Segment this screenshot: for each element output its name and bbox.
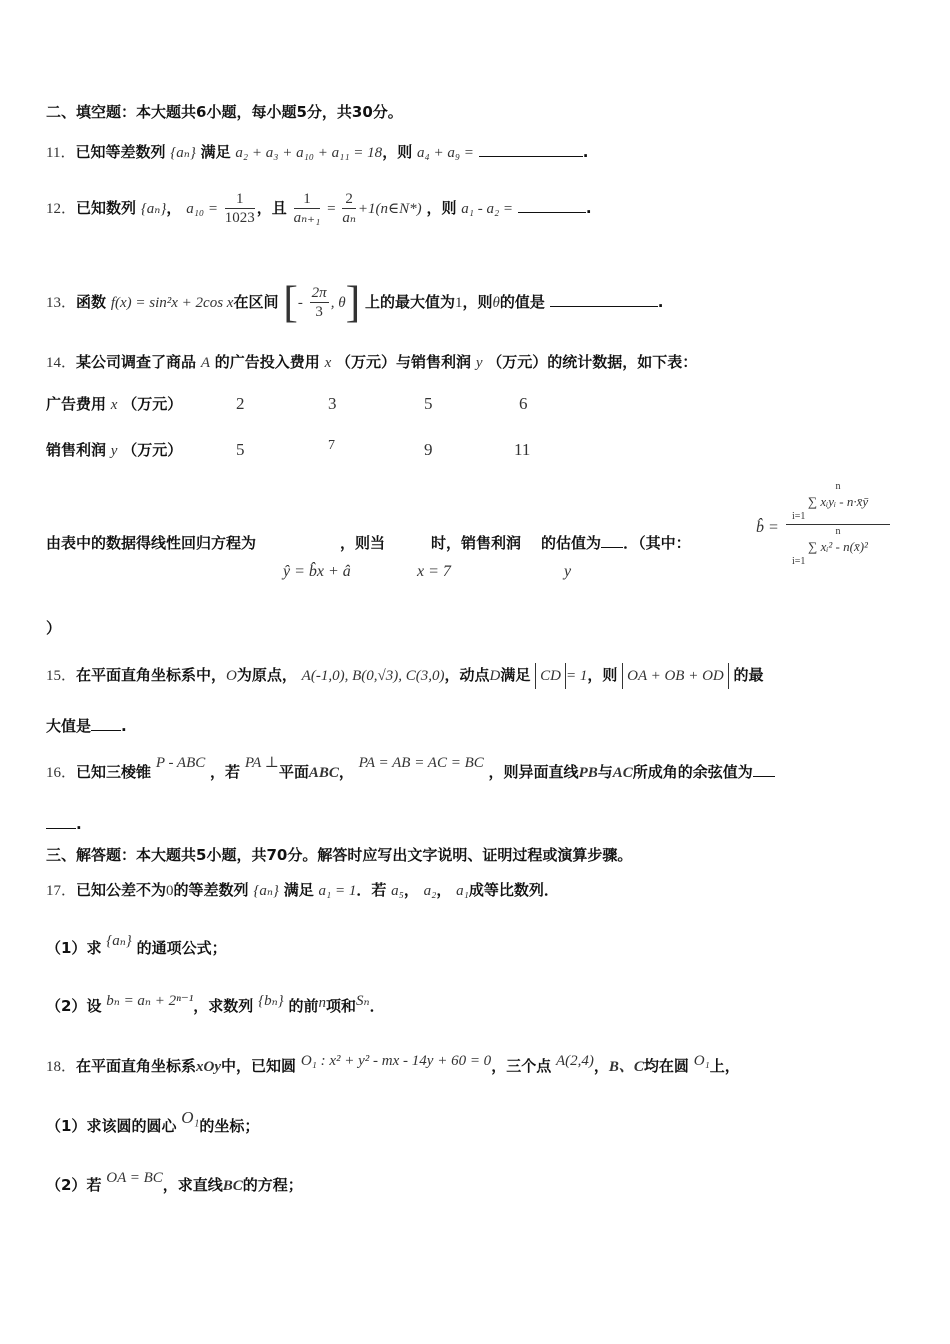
bhat-numerator: ∑ xᵢyᵢ - n·x̄ȳ [807,494,869,509]
q12-a10-denominator: 1023 [224,210,255,226]
question-18-part-1 [46,1108,260,1136]
q17-c2: ， [436,881,452,899]
q14-s3: 时，销售利润 [431,534,522,552]
q14-regression-equation: ŷ = b̂x + â [283,563,351,580]
q12-text-2: ，且 [256,199,287,217]
q16-end: . [76,815,82,833]
table-cell: 6 [519,394,528,413]
q17-text-2: 的等差数列 [173,881,249,899]
q12-rec-tail: +1(n∈N*) [357,201,422,217]
q14-y-var: y [564,563,572,580]
q15-sum-abs: OA + OB + OD [622,663,729,689]
q18-p1-O1: O₁ [181,1108,200,1127]
q16-answer-blank-a [753,760,775,777]
q16-pyramid: P - ABC [155,755,206,771]
q15-text-7: 大值是 [46,717,92,735]
q16-sep: ， [338,763,354,781]
q18-p2-eq: OA = BC [106,1170,163,1186]
row1-unit: （万元） [122,395,183,413]
q16-abc: ABC [308,765,339,781]
q14-s5: ．（其中： [623,534,691,552]
q17-p2-bn: bₙ = aₙ + 2ⁿ⁻¹ [106,993,194,1009]
q14-text-1: 某公司调查了商品 [76,353,197,371]
q12-text-1: 已知数列 [76,199,137,217]
q14-bhat-fraction [786,482,890,567]
q11-condition: a₂ + a₃ + a₁₀ + a₁₁ = 18 [235,145,383,161]
q14-y: y [475,355,483,371]
q17-p1-text-2: 的通项公式； [136,939,227,957]
q13-text-5: 的值是 [499,293,545,311]
q11-text-2: 满足 [200,143,231,161]
q18-text-4: ， [593,1057,609,1075]
q12-sep: ， [166,199,182,217]
q14-number: 14． [46,355,77,371]
q17-a1: a₁ = 1 [318,883,357,899]
q17-a5: a₅ [391,883,404,899]
question-15-cont [46,714,127,736]
q15-text-3: ，动点 [444,666,490,684]
q16-answer-blank-b [46,812,76,829]
q12-ask: a₁ - a₂ = [461,201,514,217]
q17-p1-label: （1） [46,939,87,957]
question-16-cont [46,812,82,834]
q17-text-1: 已知公差不为 [76,881,167,899]
q16-text-4: ，则异面直线 [488,763,579,781]
q13-interval-minus: - [297,295,303,311]
q15-answer-blank [91,714,121,731]
q13-function: f(x) = sin²x + 2cos x [110,295,234,311]
row2-unit: （万元） [122,441,183,459]
sum-top-n: n [835,481,841,492]
q18-p2-bc: BC [222,1178,243,1194]
question-17 [46,880,559,901]
q14-bhat: b̂ = [756,519,779,536]
q12-sequence: {aₙ} [140,201,167,217]
q14-x-value: x = 7 [417,563,451,580]
q11-ask: a₄ + a₉ = [416,145,474,161]
q17-p2-text-3: 的前 [288,997,319,1015]
q17-p2-text-4: 项和 [325,997,356,1015]
q14-close-paren: ） [46,619,62,637]
q17-p2-n: n [318,995,326,1011]
q17-p2-sequence: {bₙ} [258,993,284,1009]
q18-p1-label: （1） [46,1117,87,1135]
q15-text-5: ，则 [587,666,618,684]
q11-text-1: 已知等差数列 [75,143,166,161]
q12-number: 12． [46,201,77,217]
q12-recurrence-rhs [342,190,356,227]
question-11 [46,140,588,163]
q17-text-4: ．若 [356,881,387,899]
q12-recurrence-lhs [294,190,321,227]
q15-text-4: 满足 [500,666,531,684]
q14-s2: ，则当 [340,534,386,552]
q17-p2-label: （2） [46,997,87,1015]
q13-text-1: 函数 [76,293,107,311]
q13-interval-fraction [310,284,329,321]
q17-c1: ， [403,881,419,899]
question-13 [46,272,663,333]
q14-text-3: （万元）与销售利润 [336,353,472,371]
q14-text-4: （万元）的统计数据，如下表： [487,353,698,371]
table-cell: 2 [236,394,245,413]
q18-p2-text-1: 若 [86,1176,102,1194]
q13-text-4: ，则 [462,293,493,311]
q12-rec2-numerator: 2 [342,190,356,209]
q12-end: . [585,199,592,217]
q18-p1-text-2: 的坐标； [199,1117,260,1135]
q12-rec-numerator: 1 [294,190,321,209]
bhat-denominator: ∑ xᵢ² - n(x̄)² [808,539,868,554]
table-cell: 7 [328,438,335,453]
q17-sequence: {aₙ} [253,883,279,899]
q13-interval-numerator: 2π [311,285,327,301]
q14-s4: 的估值为 [541,534,602,552]
table-cell: 9 [424,440,433,459]
q14-sentence [46,531,691,553]
q16-yu: 与 [597,763,613,781]
q18-text-3: ，三个点 [491,1057,552,1075]
q11-sequence: {aₙ} [170,145,196,161]
q17-a1b: a₁ [456,883,469,899]
q15-D: D [489,668,501,684]
q11-answer-blank [479,140,583,157]
q12-answer-blank [518,196,586,213]
question-18 [46,1053,740,1077]
row1-label: 广告费用 [46,395,107,413]
q13-answer-blank [550,290,658,307]
q13-text-2: 在区间 [233,293,279,311]
q18-text-5: 均在圆 [643,1057,689,1075]
question-17-part-1 [46,933,227,959]
q18-p1-text-1: 求该圆的圆心 [86,1117,177,1135]
row1-var: x [110,397,118,413]
q16-pb: PB [578,765,598,781]
q17-text-5: 成等比数列． [468,881,559,899]
question-16 [46,755,775,783]
q18-p2-label: （2） [46,1176,87,1194]
table-cell: 5 [424,394,433,413]
q17-p2-text-1: 设 [86,997,102,1015]
question-12 [46,188,592,229]
q17-p1-sequence: {aₙ} [106,933,132,949]
q17-p2-S: Sₙ [355,993,370,1009]
q15-points: A(-1,0), B(0,√3), C(3,0) [301,668,445,684]
q17-zero: 0 [166,883,174,899]
q15-number: 15． [46,668,77,684]
q18-text-1: 在平面直角坐标系 [76,1057,197,1075]
q13-text-3: 上的最大值为 [365,293,456,311]
q12-rec-denominator: aₙ₊₁ [293,210,321,226]
q18-circle-equation: O₁ : x² + y² - mx - 14y + 60 = 0 [300,1053,492,1069]
q15-cd-eq: = 1 [565,668,588,684]
question-17-part-2 [46,993,385,1017]
q12-rec2-denominator: aₙ [342,210,356,226]
q15-text-6: 的最 [733,666,764,684]
q11-number: 11． [46,145,76,161]
q15-end: . [121,717,127,735]
q12-a10-fraction [225,190,255,227]
section-2-heading: 二、填空题：本大题共6小题，每小题5分，共30分。 [46,103,403,121]
q18-O1: O₁ [693,1053,710,1069]
q16-text-2: ，若 [210,763,241,781]
question-15 [46,662,764,689]
q12-a10-numerator: 1 [225,190,255,209]
q17-a2: a₂ [423,883,437,899]
q15-text-1: 在平面直角坐标系中， [76,666,227,684]
q18-xoy: xOy [196,1059,222,1075]
q16-text-1: 已知三棱锥 [76,763,152,781]
right-bracket-icon: ] [345,277,361,327]
q16-perp: PA ⊥ [244,755,279,771]
q18-bc: B、C [608,1059,644,1075]
row2-var: y [110,443,118,459]
q13-number: 13． [46,295,77,311]
q17-text-3: 满足 [283,881,314,899]
q18-text-6: 上， [709,1057,740,1075]
q18-point-A: A(2,4) [555,1053,594,1069]
q12-text-3: ，则 [426,199,457,217]
q16-text-3: 平面 [278,763,309,781]
q15-origin: O [226,668,237,684]
sum-bottom-i-2: i=1 [792,556,806,567]
sum-top-n-2: n [835,526,841,537]
row2-label: 销售利润 [46,441,107,459]
q17-p2-end: ． [369,997,385,1015]
q18-p2-text-2: ，求直线 [162,1176,223,1194]
q18-text-2: 中，已知圆 [221,1057,297,1075]
q14-s1: 由表中的数据得线性回归方程为 [46,534,257,552]
q15-cd-abs: CD [535,663,566,689]
q16-number: 16． [46,765,77,781]
q14-text-2: 的广告投入费用 [214,353,320,371]
table-row-profit-label [46,440,182,461]
q16-ac: AC [612,765,633,781]
q15-text-2: 为原点， [236,666,297,684]
table-row-ad-cost-label [46,394,182,415]
table-cell: 5 [236,440,245,459]
table-cell: 3 [328,394,337,413]
section-3-heading: 三、解答题：本大题共5小题，共70分。解答时应写出文字说明、证明过程或演算步骤。 [46,846,633,864]
q13-end: . [657,293,664,311]
q14-answer-blank [601,531,623,548]
q13-max: 1 [455,295,463,311]
q13-theta: θ [492,295,500,311]
q16-equalities: PA = AB = AC = BC [358,755,484,771]
q17-p2-text-2: ，求数列 [193,997,254,1015]
question-14 [46,352,697,373]
q13-interval-denominator: 3 [315,304,323,320]
q17-p1-text-1: 求 [86,939,102,957]
q11-text-3: ，则 [382,143,413,161]
q13-interval-right: , θ [330,295,346,311]
q11-end: . [582,143,589,161]
q18-p2-text-3: 的方程； [242,1176,303,1194]
q14-x: x [324,355,332,371]
sum-bottom-i: i=1 [792,511,806,522]
q12-rec-equals: = [327,201,336,217]
q12-a10: a₁₀ = [186,201,218,217]
table-cell: 11 [514,440,531,459]
question-18-part-2 [46,1170,303,1196]
q16-text-5: 所成角的余弦值为 [632,763,753,781]
q17-number: 17． [46,883,77,899]
q14-product-A: A [200,355,210,371]
left-bracket-icon: [ [283,277,298,327]
q18-number: 18． [46,1059,77,1075]
